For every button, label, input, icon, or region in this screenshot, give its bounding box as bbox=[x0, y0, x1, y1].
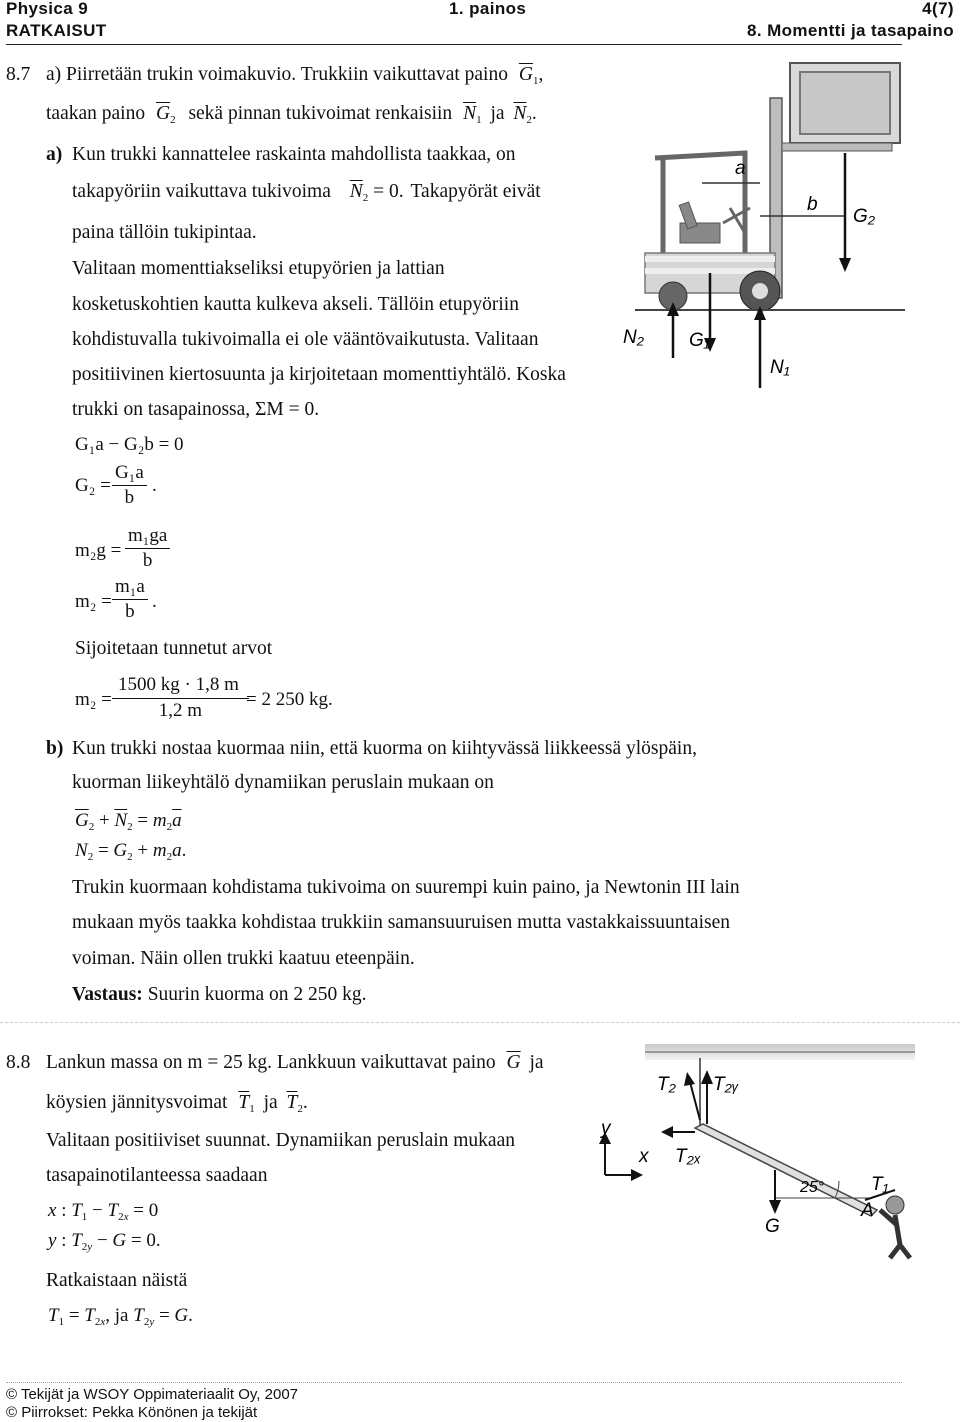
part-a-label: a) bbox=[46, 144, 63, 165]
section-right: 8. Momentti ja tasapaino bbox=[746, 21, 954, 40]
period: . bbox=[152, 475, 157, 496]
t2y-arrowhead bbox=[701, 1070, 713, 1084]
g2-arrowhead bbox=[839, 258, 851, 272]
problem-number: 8.7 bbox=[6, 64, 31, 85]
part-a-line-4: Valitaan momenttiakseliksi etupyörien ja lattian bbox=[72, 258, 445, 279]
equation-result-fraction bbox=[112, 674, 249, 722]
book-title: Physica 9 bbox=[6, 0, 89, 18]
part-a-text-2b: Takapyörät eivät bbox=[410, 181, 541, 202]
part-b-label: b) bbox=[46, 738, 64, 759]
t2-arrow bbox=[690, 1082, 700, 1120]
page-number: 4(7) bbox=[922, 0, 954, 18]
intro-line-2: taakan paino $\overline{G}_2$ sekä pinnan tukivoimat renkaisiin $\overline{N}_1$ ja $\overline{N}_2$. bbox=[46, 103, 537, 126]
part-a-line-2: takapyöriin vaikuttava tukivoima $\overline{N}_2 = 0$. Takapyörät eivät bbox=[72, 181, 541, 204]
person-body bbox=[880, 1210, 910, 1258]
person-head bbox=[886, 1196, 904, 1214]
equation-m2g-lhs: m₂g = bbox=[75, 540, 122, 561]
label-t2: T₂ bbox=[657, 1074, 676, 1095]
fraction-numerator: m₁ga bbox=[125, 525, 170, 549]
equation-n2: $N_2 = G_2 + m_2a$. bbox=[75, 840, 187, 863]
label-g1: G₁ bbox=[689, 330, 710, 351]
label-t2y: T₂ᵧ bbox=[713, 1074, 739, 1095]
label-a-point: A bbox=[861, 1200, 874, 1221]
chassis-stripe bbox=[645, 256, 775, 262]
part-a-line-8: trukki on tasapainossa, ΣM = 0. bbox=[72, 399, 320, 420]
header-rule bbox=[6, 44, 902, 45]
equation-motion: $\overline{G}_2 + \overline{N}_2 = m_2\overline{a}$ bbox=[75, 810, 182, 833]
part-b-line-1: Kun trukki nostaa kuormaa niin, että kuorma on kiihtyvässä liikkeessä ylöspäin, bbox=[72, 738, 697, 759]
fraction-denominator: b bbox=[124, 487, 135, 508]
t2-arrowhead bbox=[684, 1072, 695, 1086]
label-angle: 25° bbox=[800, 1179, 825, 1196]
part-b-line-5: voiman. Näin ollen trukki kaatuu eteenpäin. bbox=[72, 948, 415, 969]
p88-line-1: Lankun massa on m = 25 kg. Lankkuun vaikuttavat paino $\overline{G}$ ja bbox=[46, 1052, 544, 1073]
equation-x: x : $T_1 - T_{2x} = 0$ bbox=[48, 1200, 159, 1223]
section-separator bbox=[0, 1022, 960, 1023]
section-left: RATKAISUT bbox=[6, 21, 107, 40]
equation-g2-lhs: G₂ = bbox=[75, 475, 111, 496]
part-a-text-2a: takapyöriin vaikuttava tukivoima bbox=[72, 181, 331, 202]
p88-text-2b: ja bbox=[263, 1092, 278, 1113]
p88-text-1a: Lankun massa on m = 25 kg. Lankkuun vaikuttavat paino bbox=[46, 1052, 496, 1073]
fraction-numerator: 1500 kg · 1,8 m bbox=[112, 674, 249, 699]
fork bbox=[782, 143, 892, 151]
edition: 1. painos bbox=[449, 0, 527, 18]
label-n2: N₂ bbox=[623, 327, 644, 348]
equation-moment: G₁a − G₂b = 0 bbox=[75, 434, 184, 455]
fraction-denominator: b bbox=[142, 550, 153, 571]
problem-number-8-8: 8.8 bbox=[6, 1052, 31, 1073]
equation-result-lhs: m₂ = bbox=[75, 689, 112, 710]
label-g2: G₂ bbox=[853, 206, 876, 227]
fraction-denominator: 1,2 m bbox=[158, 700, 203, 721]
equation-y: y : $T_{2y} - G = 0$. bbox=[48, 1230, 161, 1253]
intro-text-2b: sekä pinnan tukivoimat renkaisiin bbox=[188, 103, 453, 124]
label-t2x: T₂ₓ bbox=[675, 1146, 702, 1167]
equation-solution: $T_1 = T_{2x}$, ja $T_{2y} = G$. bbox=[48, 1305, 193, 1328]
footer-rule bbox=[6, 1382, 902, 1383]
answer-line bbox=[72, 984, 367, 1006]
p88-line-2: köysien jännitysvoimat $\overline{T}_1$ ja $\overline{T}_2$. bbox=[46, 1092, 308, 1115]
load-inner bbox=[800, 72, 890, 134]
plank bbox=[695, 1124, 877, 1216]
part-a-line-6: kohdistuvalla tukivoimalla ei ole vääntövaikutusta. Valitaan bbox=[72, 329, 539, 350]
equation-m2-lhs: m₂ = bbox=[75, 591, 112, 612]
part-b-line-4: mukaan myös taakka kohdistaa trukkiin samansuuruisen mutta vastakkaissuuntaisen bbox=[72, 912, 730, 933]
label-y: y bbox=[601, 1118, 611, 1139]
answer-text: Suurin kuorma on 2 250 kg. bbox=[147, 984, 367, 1005]
p88-line-4: tasapainotilanteessa saadaan bbox=[46, 1165, 268, 1186]
footer-copyright: © Tekijät ja WSOY Oppimateriaalit Oy, 2007 bbox=[6, 1386, 299, 1403]
answer-label: Vastaus: bbox=[72, 984, 143, 1005]
part-a-line-3: paina tällöin tukipintaa. bbox=[72, 222, 257, 243]
g-arrowhead bbox=[769, 1200, 781, 1214]
part-a-line-5: kosketuskohtien kautta kulkeva akseli. Tällöin etupyöriin bbox=[72, 294, 519, 315]
fraction-numerator: m₁a bbox=[112, 576, 148, 600]
intro-text-2c: ja bbox=[490, 103, 505, 124]
equation-m2g-fraction bbox=[125, 525, 170, 572]
label-a: a bbox=[735, 158, 746, 179]
part-a-line-7: positiivinen kiertosuunta ja kirjoitetaan momenttiyhtälö. Koska bbox=[72, 364, 566, 385]
equation-m2-fraction bbox=[112, 576, 148, 623]
equation-result-rhs: = 2 250 kg. bbox=[246, 689, 333, 710]
intro-text-1: a) Piirretään trukin voimakuvio. Trukkiin vaikuttavat paino bbox=[46, 64, 508, 85]
x-axis-arrowhead bbox=[631, 1169, 643, 1181]
p88-line-5: Ratkaistaan näistä bbox=[46, 1270, 188, 1291]
p88-text-2a: köysien jännitysvoimat bbox=[46, 1092, 228, 1113]
p88-line-3: Valitaan positiiviset suunnat. Dynamiikan peruslain mukaan bbox=[46, 1130, 515, 1151]
equation-g2-fraction bbox=[112, 462, 147, 509]
label-g: G bbox=[765, 1216, 780, 1237]
part-b-line-3: Trukin kuormaan kohdistama tukivoima on suurempi kuin paino, ja Newtonin III lain bbox=[72, 877, 740, 898]
label-b: b bbox=[807, 194, 818, 215]
hub bbox=[752, 283, 768, 299]
footer-illustrations: © Piirrokset: Pekka Könönen ja tekijät bbox=[6, 1404, 258, 1421]
label-t1: T₁ bbox=[871, 1174, 889, 1195]
forklift-figure bbox=[615, 58, 915, 408]
part-b-line-2: kuorman liikeyhtälö dynamiikan peruslain mukaan on bbox=[72, 772, 494, 793]
label-n1: N₁ bbox=[770, 357, 790, 378]
plank-figure bbox=[595, 1040, 915, 1260]
period: . bbox=[152, 591, 157, 612]
intro-text-2a: taakan paino bbox=[46, 103, 146, 124]
p88-text-1b: ja bbox=[529, 1052, 544, 1073]
t2x-arrowhead bbox=[661, 1126, 673, 1138]
substitution-text: Sijoitetaan tunnetut arvot bbox=[75, 638, 273, 659]
fraction-numerator: G₁a bbox=[112, 462, 147, 486]
part-a-line-1: Kun trukki kannattelee raskainta mahdollista taakkaa, on bbox=[72, 144, 516, 165]
label-x: x bbox=[639, 1146, 649, 1167]
intro-line-1: a) Piirretään trukin voimakuvio. Trukkiin vaikuttavat paino $\overline{G}_1$, bbox=[46, 64, 544, 87]
fraction-denominator: b bbox=[125, 601, 135, 622]
seat bbox=[680, 223, 720, 243]
